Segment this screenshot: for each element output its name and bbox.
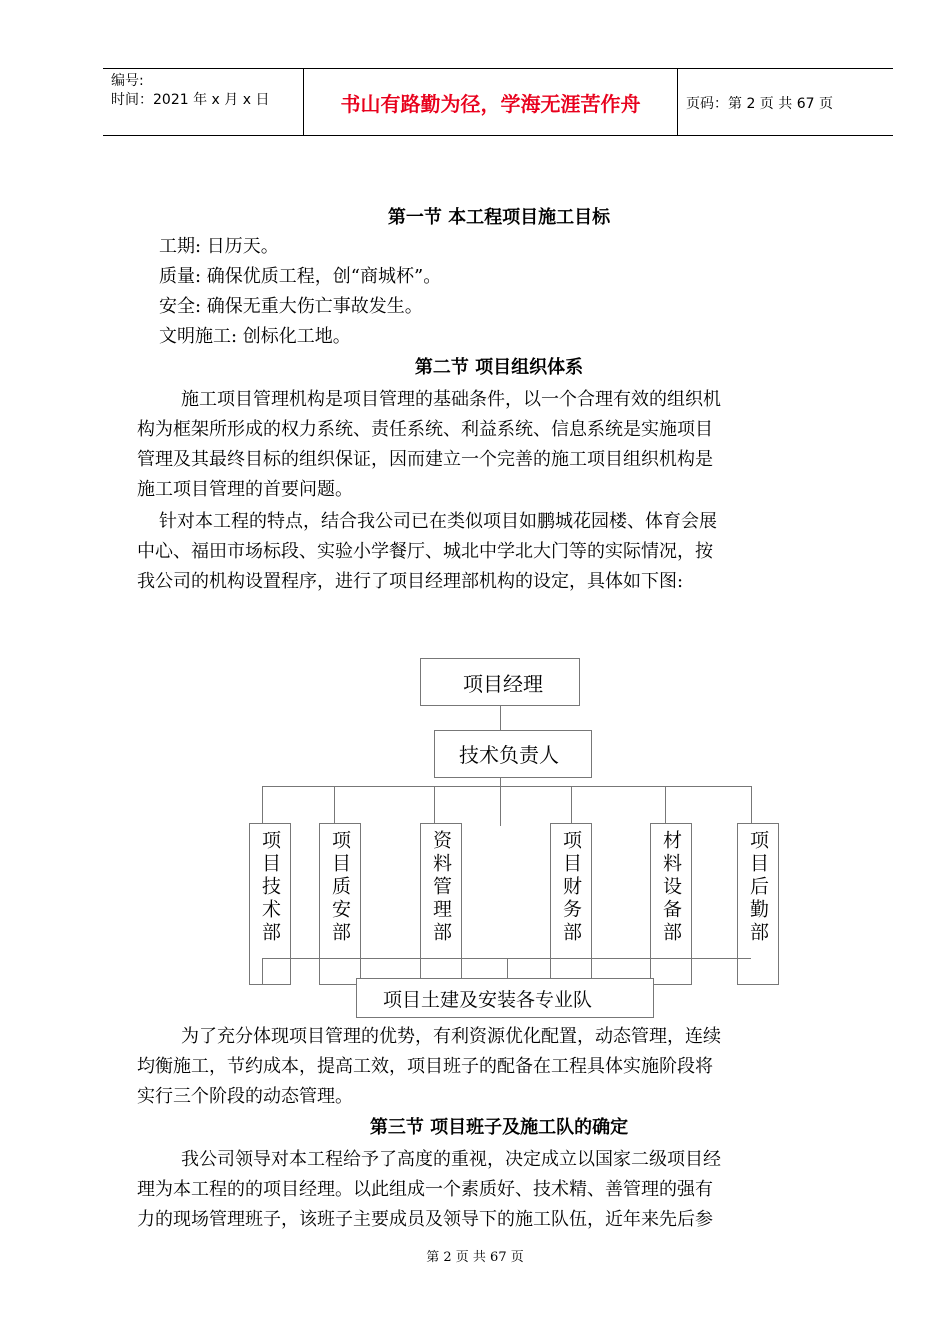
paragraph-line: 中心、福田市场标段、实验小学餐厅、城北中学北大门等的实际情况，按: [137, 541, 713, 562]
paragraph-line: 理为本工程的的项目经理。以此组成一个素质好、技术精、善管理的强有: [137, 1179, 713, 1200]
page-header: [103, 68, 893, 136]
paragraph-line: 均衡施工，节约成本，提高工效，项目班子的配备在工程具体实施阶段将: [137, 1056, 713, 1077]
org-box-teams: 项目土建及安装各专业队: [356, 978, 654, 1018]
s1-line: 安全: 确保无重大伤亡事故发生。: [159, 296, 423, 317]
paragraph-line: 构为框架所形成的权力系统、责任系统、利益系统、信息系统是实施项目: [137, 419, 713, 440]
paragraph-line: 我公司领导对本工程给予了高度的重视，决定成立以国家二级项目经: [181, 1149, 721, 1170]
section-2-title: 第二节 项目组织体系: [414, 357, 584, 378]
org-dept-box: 项目质安部: [319, 823, 361, 985]
time-label: 时间：2021 年 x 月 x 日: [111, 92, 270, 108]
connector: [334, 786, 335, 824]
section-3-title: 第三节 项目班子及施工队的确定: [369, 1117, 629, 1138]
connector: [665, 786, 666, 824]
paragraph-line: 为了充分体现项目管理的优势，有利资源优化配置，动态管理，连续: [181, 1026, 721, 1047]
org-dept-box: 资料管理部: [420, 823, 462, 985]
header-motto: 书山有路勤为径，学海无涯苦作舟: [303, 69, 678, 135]
paragraph-line: 施工项目管理机构是项目管理的基础条件，以一个合理有效的组织机: [181, 389, 721, 410]
header-meta: [103, 69, 303, 135]
connector: [262, 786, 751, 787]
connector: [571, 786, 572, 824]
s1-line: 质量: 确保优质工程，创“商城杯”。: [159, 266, 442, 287]
org-dept-box: 项目后勤部: [737, 823, 779, 985]
header-page-info: 页码：第 2 页 共 67 页: [686, 96, 833, 112]
connector: [262, 786, 263, 824]
s1-line: 文明施工: 创标化工地。: [159, 326, 351, 347]
connector: [751, 786, 752, 824]
paragraph-line: 管理及其最终目标的组织保证，因而建立一个完善的施工项目组织机构是: [137, 449, 713, 470]
connector: [500, 706, 501, 730]
connector: [262, 958, 263, 984]
section-1-title: 第一节 本工程项目施工目标: [387, 207, 611, 228]
connector: [434, 786, 435, 824]
paragraph-line: 针对本工程的特点，结合我公司已在类似项目如鹏城花园楼、体育会展: [159, 511, 717, 532]
org-box-manager: 项目经理: [420, 658, 580, 706]
connector: [507, 958, 508, 978]
paragraph-line: 力的现场管理班子，该班子主要成员及领导下的施工队伍，近年来先后参: [137, 1209, 713, 1230]
paragraph-line: 实行三个阶段的动态管理。: [137, 1086, 353, 1107]
org-box-tech-lead: 技术负责人: [434, 730, 592, 778]
org-dept-box: 材料设备部: [650, 823, 692, 985]
page-footer: 第 2 页 共 67 页: [426, 1250, 524, 1265]
paragraph-line: 我公司的机构设置程序，进行了项目经理部机构的设定，具体如下图:: [137, 571, 684, 592]
org-dept-box: 项目技术部: [249, 823, 291, 985]
number-label: 编号:: [111, 73, 144, 89]
s1-line: 工期: 日历天。: [159, 236, 279, 257]
org-dept-box: 项目财务部: [550, 823, 592, 985]
paragraph-line: 施工项目管理的首要问题。: [137, 479, 353, 500]
